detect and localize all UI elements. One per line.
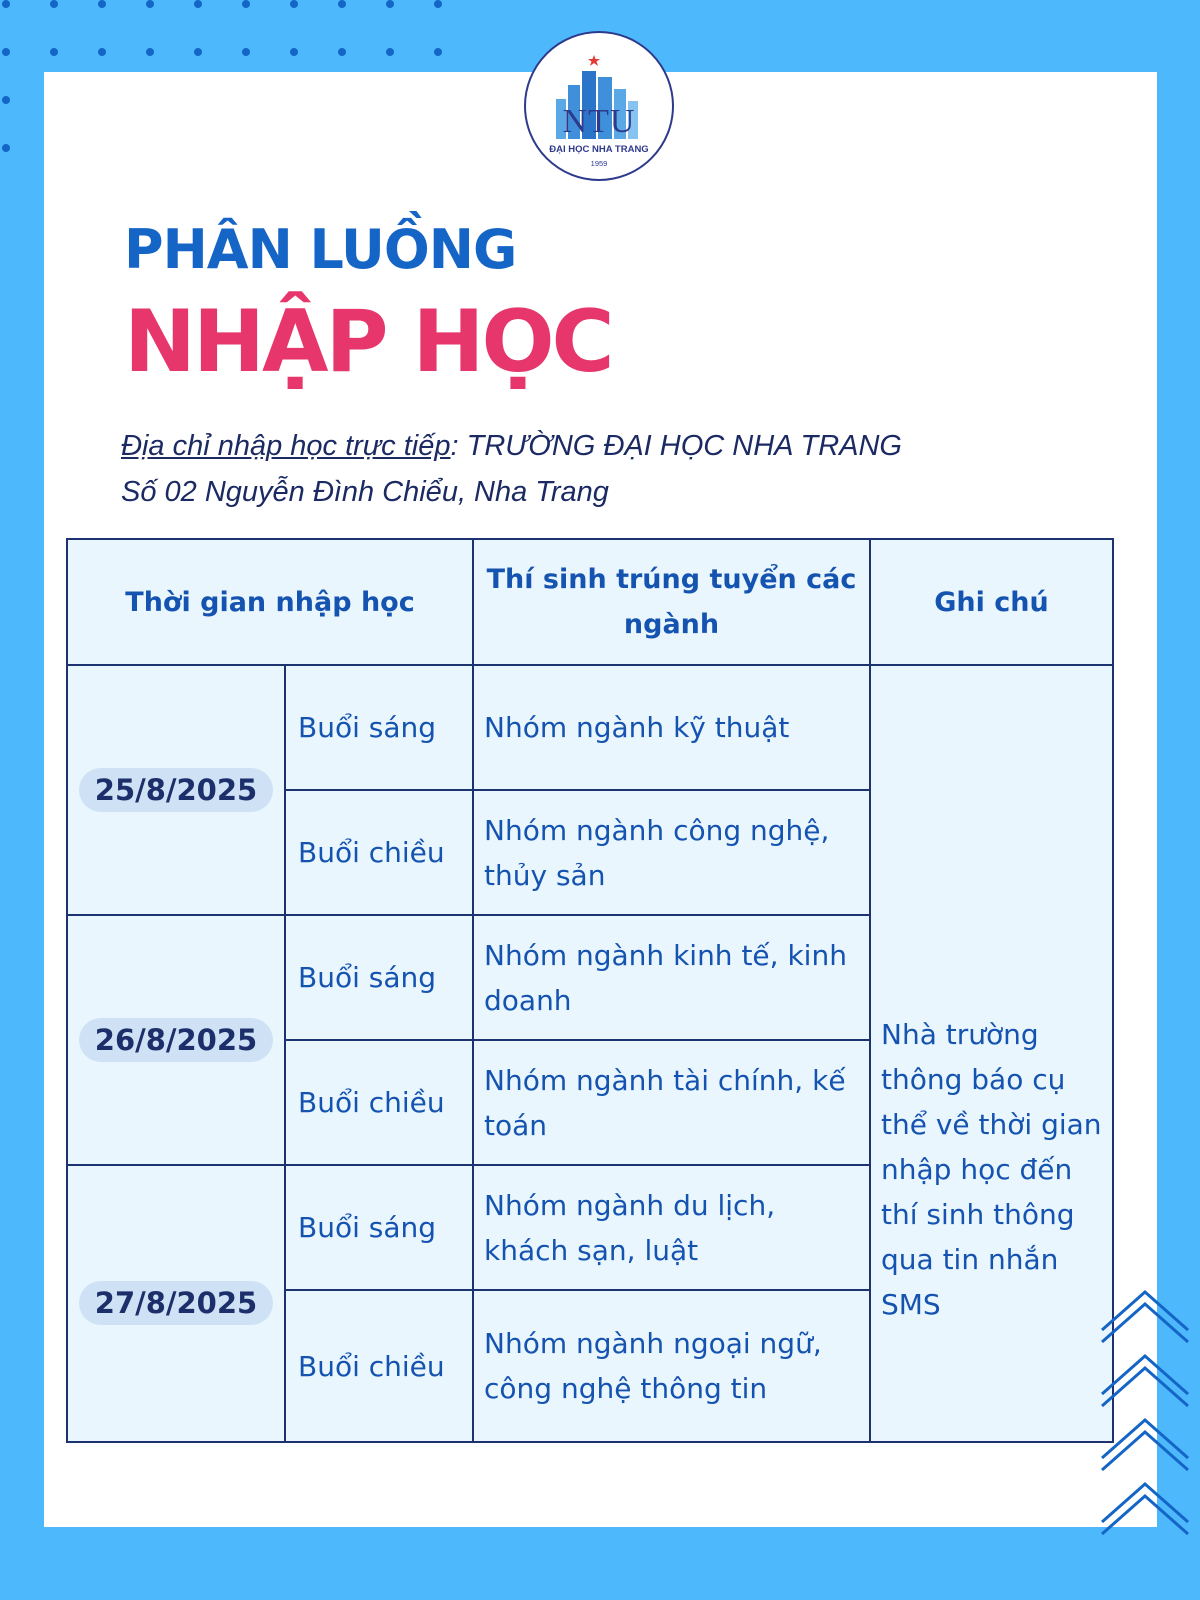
majors-cell: Nhóm ngành công nghệ, thủy sản: [473, 790, 870, 915]
table-row: [67, 665, 1113, 790]
chevron-up-icon: [1098, 1290, 1193, 1545]
logo-name: ĐẠI HỌC NHA TRANG: [549, 144, 649, 155]
heading-line-1: PHÂN LUỒNG: [124, 218, 517, 281]
majors-cell: Nhóm ngành kỹ thuật: [473, 665, 870, 790]
session-cell: Buổi chiều: [285, 1290, 473, 1442]
date-badge: 26/8/2025: [79, 1018, 273, 1062]
address-line-2: Số 02 Nguyễn Đình Chiểu, Nha Trang: [121, 476, 609, 508]
session-cell: Buổi sáng: [285, 915, 473, 1040]
schedule-table: [66, 538, 1114, 1443]
address-colon: :: [450, 430, 459, 462]
date-cell: [67, 915, 285, 1165]
logo-abbreviation: NTU: [562, 103, 636, 140]
header-note: Ghi chú: [870, 539, 1113, 665]
majors-cell: Nhóm ngành ngoại ngữ, công nghệ thông tin: [473, 1290, 870, 1442]
majors-cell: Nhóm ngành du lịch, khách sạn, luật: [473, 1165, 870, 1290]
university-logo: [524, 31, 674, 181]
session-cell: Buổi chiều: [285, 1040, 473, 1165]
address-line-1: [121, 430, 902, 463]
date-cell: [67, 1165, 285, 1442]
session-cell: Buổi chiều: [285, 790, 473, 915]
address-label: Địa chỉ nhập học trực tiếp: [121, 430, 451, 462]
header-majors: Thí sinh trúng tuyển các ngành: [473, 539, 870, 665]
session-cell: Buổi sáng: [285, 1165, 473, 1290]
date-badge: 27/8/2025: [79, 1281, 273, 1325]
date-cell: [67, 665, 285, 915]
address-school: TRƯỜNG ĐẠI HỌC NHA TRANG: [458, 430, 902, 462]
majors-cell: Nhóm ngành tài chính, kế toán: [473, 1040, 870, 1165]
note-cell: Nhà trường thông báo cụ thể về thời gian nhập học đến thí sinh thông qua tin nhắn SMS: [870, 665, 1113, 1442]
date-badge: 25/8/2025: [79, 768, 273, 812]
heading-line-2: NHẬP HỌC: [124, 292, 612, 392]
session-cell: Buổi sáng: [285, 665, 473, 790]
majors-cell: Nhóm ngành kinh tế, kinh doanh: [473, 915, 870, 1040]
header-time: Thời gian nhập học: [67, 539, 473, 665]
table-header-row: [67, 539, 1113, 665]
logo-year: 1959: [590, 159, 608, 168]
